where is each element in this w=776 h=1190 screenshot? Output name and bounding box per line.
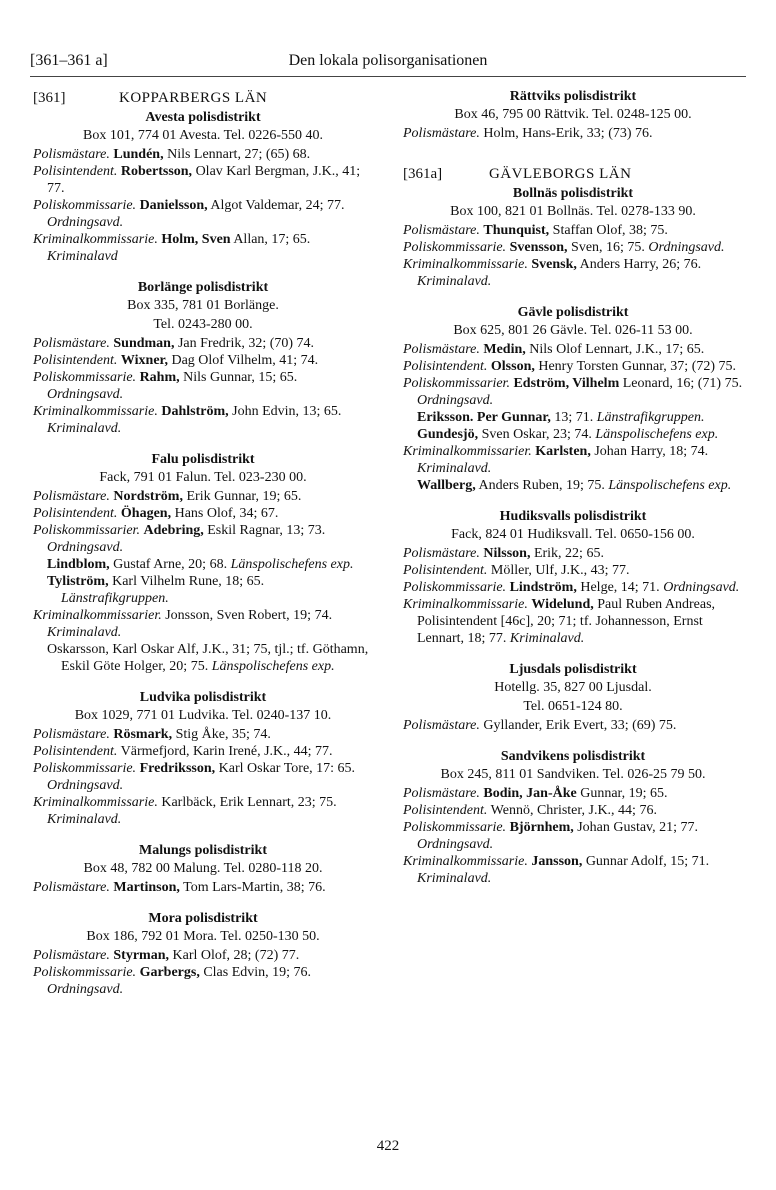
officer-name: Holm, Sven: [161, 232, 231, 247]
personnel-entry: [33, 964, 373, 998]
officer-details: Nils Olof Lennart, J.K., 17; 65.: [529, 342, 705, 357]
officer-name: Sundman,: [113, 336, 175, 351]
personnel-entry: [33, 403, 373, 437]
officer-role: Kriminalkommissarie.: [403, 257, 528, 272]
officer-role: Kriminalkommissarie.: [33, 404, 158, 419]
officer-role: Polismästare.: [403, 223, 480, 238]
county-heading: [403, 164, 743, 184]
officer-role: Polismästare.: [403, 126, 480, 141]
officer-role: Polismästare.: [403, 786, 480, 801]
section-range: [361–361 a]: [30, 52, 108, 69]
officer-name: Björnhem,: [509, 820, 574, 835]
officer-role: Polismästare.: [403, 342, 480, 357]
county-heading: [33, 88, 373, 108]
officer-details: Anders Harry, 26; 76.: [579, 257, 702, 272]
officer-role: Poliskommissarie.: [403, 580, 507, 595]
officer-role: Polisintendent.: [33, 744, 118, 759]
personnel-entry: [33, 573, 373, 607]
officer-role: Polismästare.: [33, 727, 110, 742]
personnel-entry: [33, 760, 373, 794]
officer-role: Poliskommissarie.: [403, 240, 507, 255]
personnel-entry: [403, 579, 743, 596]
officer-details: Eskil Ragnar, 13; 73.: [207, 523, 326, 538]
officer-name: Rösmark,: [113, 727, 173, 742]
page-number: 422: [376, 1138, 400, 1154]
district-entry: [33, 451, 373, 675]
personnel-entry: [403, 375, 743, 409]
officer-role: Poliskommissarier.: [33, 523, 140, 538]
personnel-entry: [403, 819, 743, 853]
county-number: [361]: [33, 90, 66, 106]
officer-name: Thunquist,: [483, 223, 550, 238]
personnel-entry: [33, 163, 373, 197]
district-name: Ljusdals polisdistrikt: [509, 662, 637, 677]
district-entry: [403, 661, 743, 734]
officer-details: Anders Ruben, 19; 75.: [478, 478, 605, 493]
district-name: Borlänge polisdistrikt: [137, 280, 269, 295]
officer-role: Polismästare.: [403, 718, 480, 733]
officer-name: Eriksson. Per Gunnar,: [417, 410, 551, 425]
officer-department: Länspolischefens exp.: [608, 478, 732, 493]
officer-role: Poliskommissarie.: [403, 820, 507, 835]
officer-details: Wennö, Christer, J.K., 44; 76.: [490, 803, 657, 818]
officer-role: Poliskommissarie.: [33, 198, 137, 213]
personnel-entry: [403, 562, 743, 579]
officer-details: Hans Olof, 34; 67.: [174, 506, 279, 521]
personnel-entry: [403, 426, 743, 443]
officer-details: Karl Oskar Tore, 17: 65.: [218, 761, 356, 776]
officer-department: Ordningsavd.: [47, 540, 124, 555]
officer-department: Kriminalavd.: [417, 274, 492, 289]
officer-details: 13; 71.: [554, 410, 594, 425]
officer-details: Helge, 14; 71.: [580, 580, 660, 595]
personnel-entry: [33, 505, 373, 522]
officer-details: Staffan Olof, 38; 75.: [552, 223, 668, 238]
personnel-entry: [33, 726, 373, 743]
personnel-entry: [403, 125, 743, 142]
officer-details: Dag Olof Vilhelm, 41; 74.: [171, 353, 319, 368]
officer-name: Wixner,: [120, 353, 168, 368]
district-entry: [33, 842, 373, 896]
officer-role: Polismästare.: [33, 147, 110, 162]
officer-details: Johan Harry, 18; 74.: [594, 444, 709, 459]
officer-name: Öhagen,: [120, 506, 172, 521]
officer-details: Paul Ruben Andreas, Polisintendent [46c], 20; 71; tf. Johannesson, Ernst Lennart, 18; 77.: [417, 597, 716, 646]
officer-details: Möller, Ulf, J.K., 43; 77.: [490, 563, 630, 578]
personnel-entry: [403, 477, 743, 494]
officer-department: Länspolischefens exp.: [211, 659, 335, 674]
district-address: Box 48, 782 00 Malung. Tel. 0280-118 20.: [83, 861, 323, 876]
county-block: [403, 88, 743, 142]
officer-name: Jansson,: [531, 854, 583, 869]
personnel-entry: [33, 197, 373, 231]
officer-role: Kriminalkommissarie.: [33, 232, 158, 247]
officer-department: Länspolischefens exp.: [595, 427, 719, 442]
district-address: Box 245, 811 01 Sandviken. Tel. 026-25 79 50.: [440, 767, 706, 782]
personnel-entry: [33, 488, 373, 505]
personnel-entry: [33, 522, 373, 556]
officer-details: Värmefjord, Karin Irené, J.K., 44; 77.: [120, 744, 333, 759]
officer-department: Länstrafikgruppen.: [61, 591, 169, 606]
officer-role: Poliskommissarie.: [33, 965, 137, 980]
district-entry: [33, 109, 373, 265]
district-entry: [403, 748, 743, 887]
officer-name: Danielsson,: [139, 198, 208, 213]
district-name: Avesta polisdistrikt: [145, 110, 261, 125]
personnel-entry: [403, 256, 743, 290]
officer-department: Ordningsavd.: [47, 387, 124, 402]
district-name: Falu polisdistrikt: [151, 452, 255, 467]
officer-department: Kriminalavd: [47, 249, 118, 264]
officer-details: Oskarsson, Karl Oskar Alf, J.K., 31; 75, tjl.; tf. Göthamn, Eskil Göte Holger, 20; 75.: [47, 642, 369, 674]
officer-role: Polisintendent.: [403, 563, 488, 578]
officer-name: Widelund,: [531, 597, 594, 612]
officer-department: Kriminalavd.: [47, 812, 122, 827]
officer-department: Ordningsavd.: [47, 215, 124, 230]
officer-name: Adebring,: [143, 523, 204, 538]
personnel-entry: [403, 239, 743, 256]
personnel-entry: [403, 222, 743, 239]
officer-role: Poliskommissarie.: [33, 370, 137, 385]
officer-details: Gustaf Arne, 20; 68.: [113, 557, 228, 572]
officer-department: Ordningsavd.: [663, 580, 740, 595]
officer-department: Kriminalavd.: [417, 461, 492, 476]
district-entry: [33, 689, 373, 828]
officer-department: Kriminalavd.: [47, 421, 122, 436]
officer-name: Martinson,: [113, 880, 180, 895]
personnel-entry: [403, 545, 743, 562]
officer-role: Polismästare.: [403, 546, 480, 561]
officer-role: Polisintendent.: [403, 359, 488, 374]
district-address: Box 335, 781 01 Borlänge.: [127, 298, 279, 313]
officer-name: Nordström,: [113, 489, 183, 504]
officer-details: Karl Vilhelm Rune, 18; 65.: [112, 574, 265, 589]
officer-details: Olav Karl Bergman, J.K., 41; 77.: [47, 164, 361, 196]
officer-details: Stig Åke, 35; 74.: [175, 727, 271, 742]
officer-name: Wallberg,: [417, 478, 476, 493]
officer-details: Jonsson, Sven Robert, 19; 74.: [165, 608, 333, 623]
district-name: Bollnäs polisdistrikt: [512, 186, 634, 201]
officer-details: Johan Gustav, 21; 77.: [577, 820, 699, 835]
district-name: Rättviks polisdistrikt: [509, 89, 637, 104]
county-name: KOPPARBERGS LÄN: [119, 90, 268, 106]
personnel-entry: [33, 369, 373, 403]
officer-name: Gundesjö,: [417, 427, 479, 442]
officer-details: Jan Fredrik, 32; (70) 74.: [177, 336, 315, 351]
officer-details: Erik Gunnar, 19; 65.: [186, 489, 302, 504]
officer-name: Olsson,: [490, 359, 535, 374]
personnel-entry: [33, 947, 373, 964]
officer-department: Kriminalavd.: [417, 871, 492, 886]
district-address: Box 625, 801 26 Gävle. Tel. 026-11 53 00.: [453, 323, 693, 338]
officer-details: Henry Torsten Gunnar, 37; (72) 75.: [538, 359, 737, 374]
officer-details: Nils Gunnar, 15; 65.: [183, 370, 298, 385]
personnel-entry: [403, 802, 743, 819]
officer-name: Garbergs,: [139, 965, 200, 980]
officer-role: Polismästare.: [33, 489, 110, 504]
officer-details: Nils Lennart, 27; (65) 68.: [167, 147, 311, 162]
county-number: [361a]: [403, 166, 443, 182]
header-rule: [30, 76, 746, 77]
officer-department: Ordningsavd.: [47, 778, 124, 793]
officer-role: Polismästare.: [33, 336, 110, 351]
district-entry: [403, 508, 743, 647]
right-column: [403, 88, 743, 887]
officer-role: Kriminalkommissarie.: [33, 795, 158, 810]
officer-name: Tyliström,: [47, 574, 109, 589]
personnel-entry: [33, 607, 373, 641]
district-address: Box 100, 821 01 Bollnäs. Tel. 0278-133 90.: [450, 204, 696, 219]
officer-department: Länstrafikgruppen.: [596, 410, 705, 425]
officer-details: Allan, 17; 65.: [233, 232, 311, 247]
officer-role: Polisintendent.: [33, 164, 118, 179]
officer-name: Svensk,: [531, 257, 577, 272]
personnel-entry: [403, 443, 743, 477]
officer-role: Poliskommissarie.: [33, 761, 137, 776]
officer-details: Karl Olof, 28; (72) 77.: [172, 948, 300, 963]
personnel-entry: [403, 596, 743, 647]
officer-details: Algot Valdemar, 24; 77.: [210, 198, 345, 213]
officer-department: Kriminalavd.: [509, 631, 585, 646]
district-entry: [403, 304, 743, 494]
officer-role: Polismästare.: [33, 880, 110, 895]
district-address: Tel. 0651-124 80.: [523, 699, 623, 714]
officer-name: Rahm,: [139, 370, 180, 385]
officer-name: Nilsson,: [483, 546, 531, 561]
officer-details: Clas Edvin, 19; 76.: [203, 965, 312, 980]
district-address: Hotellg. 35, 827 00 Ljusdal.: [494, 680, 652, 695]
running-title: Den lokala polisorganisationen: [288, 52, 488, 69]
district-address: Box 101, 774 01 Avesta. Tel. 0226-550 40.: [83, 128, 323, 143]
district-name: Mora polisdistrikt: [148, 911, 258, 926]
officer-department: Ordningsavd.: [417, 837, 494, 852]
district-address: Fack, 791 01 Falun. Tel. 023-230 00.: [99, 470, 307, 485]
personnel-entry: [403, 341, 743, 358]
personnel-entry: [33, 335, 373, 352]
officer-details: Erik, 22; 65.: [533, 546, 604, 561]
district-address: Fack, 824 01 Hudiksvall. Tel. 0650-156 00.: [451, 527, 695, 542]
officer-name: Medin,: [483, 342, 526, 357]
officer-name: Robertsson,: [120, 164, 193, 179]
officer-name: Dahlström,: [161, 404, 229, 419]
district-address: Tel. 0243-280 00.: [153, 317, 253, 332]
left-column: [33, 88, 373, 998]
officer-details: Karlbäck, Erik Lennart, 23; 75.: [161, 795, 337, 810]
personnel-entry: [403, 358, 743, 375]
officer-name: Bodin, Jan-Åke: [483, 786, 577, 801]
county-block: [403, 164, 743, 887]
personnel-entry: [33, 352, 373, 369]
officer-name: Lundén,: [113, 147, 164, 162]
personnel-entry: [33, 794, 373, 828]
officer-role: Polisintendent.: [33, 506, 118, 521]
district-entry: [403, 185, 743, 290]
officer-details: Tom Lars-Martin, 38; 76.: [183, 880, 326, 895]
officer-department: Ordningsavd.: [417, 393, 494, 408]
district-entry: [403, 88, 743, 142]
officer-role: Kriminalkommissarie.: [403, 597, 528, 612]
officer-role: Polismästare.: [33, 948, 110, 963]
officer-details: Leonard, 16; (71) 75.: [622, 376, 743, 391]
page-header: [30, 52, 746, 78]
officer-name: Lindblom,: [47, 557, 110, 572]
district-name: Hudiksvalls polisdistrikt: [499, 509, 647, 524]
district-name: Malungs polisdistrikt: [139, 843, 267, 858]
officer-details: Sven, 16; 75.: [571, 240, 645, 255]
officer-details: Gunnar, 19; 65.: [580, 786, 668, 801]
personnel-entry: [403, 717, 743, 734]
personnel-entry: [33, 556, 373, 573]
county-block: [33, 88, 373, 998]
district-name: Sandvikens polisdistrikt: [500, 749, 646, 764]
officer-details: Holm, Hans-Erik, 33; (73) 76.: [483, 126, 653, 141]
officer-name: Karlsten,: [535, 444, 591, 459]
personnel-entry: [403, 785, 743, 802]
officer-department: Ordningsavd.: [648, 240, 725, 255]
officer-details: Gunnar Adolf, 15; 71.: [585, 854, 710, 869]
officer-role: Polisintendent.: [403, 803, 488, 818]
district-entry: [33, 910, 373, 998]
officer-department: Länspolischefens exp.: [230, 557, 354, 572]
officer-name: Svensson,: [509, 240, 568, 255]
officer-details: Gyllander, Erik Evert, 33; (69) 75.: [483, 718, 677, 733]
officer-name: Fredriksson,: [139, 761, 216, 776]
district-address: Box 186, 792 01 Mora. Tel. 0250-130 50.: [86, 929, 320, 944]
officer-role: Kriminalkommissarie.: [403, 854, 528, 869]
county-name: GÄVLEBORGS LÄN: [489, 166, 632, 182]
personnel-entry: [33, 231, 373, 265]
officer-department: Kriminalavd.: [47, 625, 122, 640]
officer-name: Styrman,: [113, 948, 169, 963]
district-name: Ludvika polisdistrikt: [139, 690, 267, 705]
officer-department: Ordningsavd.: [47, 982, 124, 997]
personnel-entry: [33, 146, 373, 163]
officer-role: Polisintendent.: [33, 353, 118, 368]
personnel-entry: [33, 879, 373, 896]
officer-details: Sven Oskar, 23; 74.: [481, 427, 592, 442]
officer-name: Edström, Vilhelm: [513, 376, 620, 391]
district-address: Box 1029, 771 01 Ludvika. Tel. 0240-137 10.: [74, 708, 332, 723]
personnel-entry: [403, 409, 743, 426]
officer-role: Kriminalkommissarier.: [33, 608, 162, 623]
personnel-entry: [33, 743, 373, 760]
district-name: Gävle polisdistrikt: [517, 305, 629, 320]
officer-role: Poliskommissarier.: [403, 376, 510, 391]
district-entry: [33, 279, 373, 437]
district-address: Box 46, 795 00 Rättvik. Tel. 0248-125 00.: [454, 107, 692, 122]
officer-details: John Edvin, 13; 65.: [232, 404, 342, 419]
officer-role: Kriminalkommissarier.: [403, 444, 532, 459]
personnel-entry: [33, 641, 373, 675]
officer-name: Lindström,: [509, 580, 577, 595]
personnel-entry: [403, 853, 743, 887]
